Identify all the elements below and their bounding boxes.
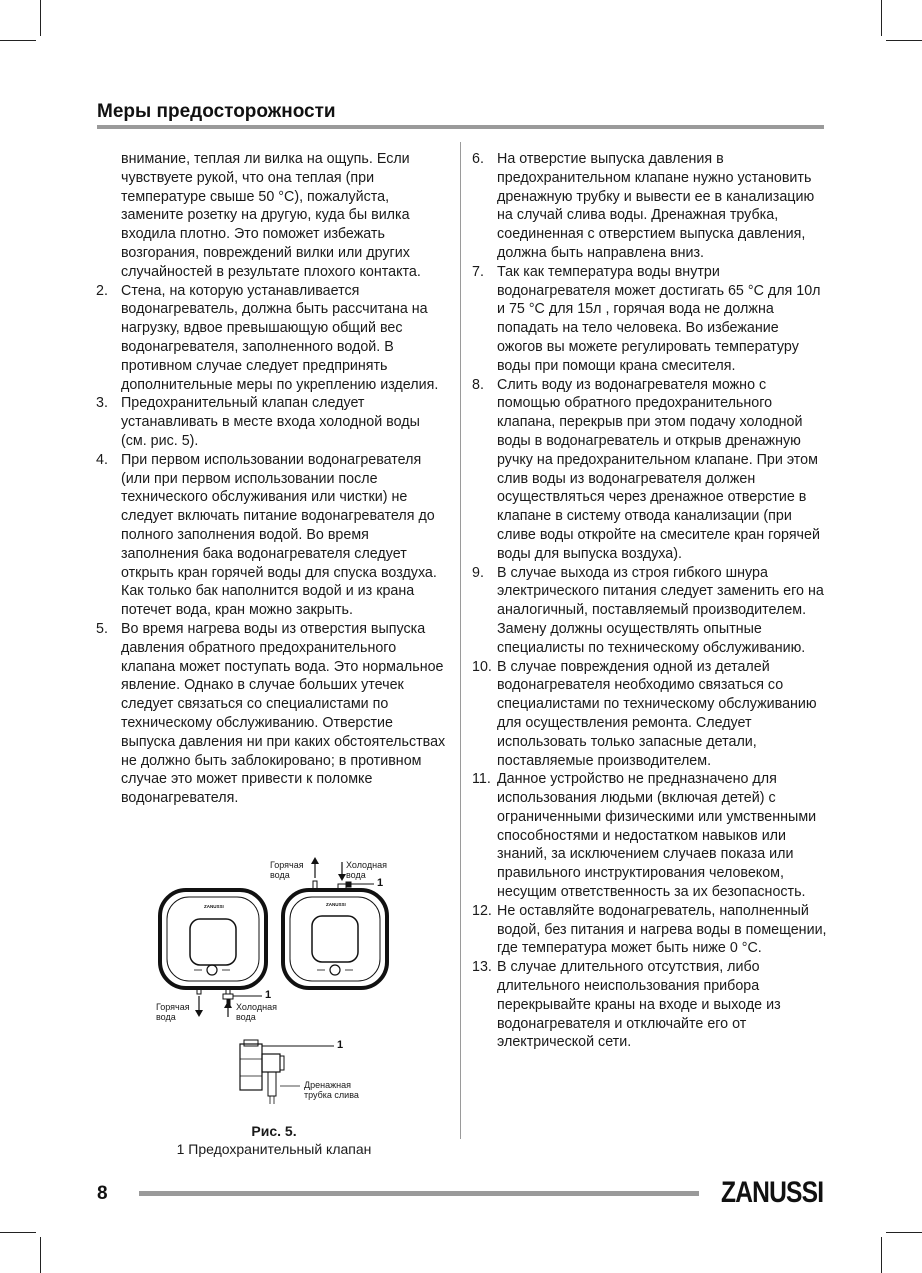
left-column xyxy=(96,150,448,808)
label-cold-water-bottom: Холодная вода xyxy=(236,1002,277,1022)
crop-mark xyxy=(881,0,882,36)
list-item xyxy=(472,902,827,958)
item-number: 9. xyxy=(472,564,484,581)
list-item xyxy=(96,620,448,808)
item-text: В случае повреждения одной из деталей водонагревателя необходимо связаться со специалистами по техническому обслуживанию для осуществления ремонта. Следует использовать только запасные детали, поставляемые производителем. xyxy=(497,658,817,769)
heater-brand-right: ZANUSSI xyxy=(326,902,346,907)
heater-over-sink xyxy=(283,881,387,988)
item-number: 4. xyxy=(96,451,108,468)
figure-caption-title: Рис. 5. xyxy=(251,1123,297,1139)
right-column xyxy=(472,150,827,1052)
list-item xyxy=(96,394,448,450)
list-item xyxy=(472,770,827,902)
item-number: 10. xyxy=(472,658,492,675)
item-number: 7. xyxy=(472,263,484,280)
page-number: 8 xyxy=(97,1183,108,1204)
item-text: При первом использовании водонагревателя (или при первом использовании после технического обслуживания или чистки) не следует включать питание водонагревателя до полного заполнения водой. Во время заполнения бака водонагревателя следует открыть кран горячей воды для спуска воздуха. Как только бак наполнится водой и из крана потечет вода, кран можно закрыть. xyxy=(121,451,437,619)
crop-mark xyxy=(0,40,36,41)
list-item xyxy=(472,150,827,263)
figure-drawing xyxy=(150,854,398,1114)
list-item xyxy=(472,263,827,376)
label-hot-water-bottom: Горячая вода xyxy=(156,1002,190,1022)
crop-mark xyxy=(40,1237,41,1273)
list-item xyxy=(472,958,827,1052)
list-item xyxy=(96,282,448,395)
column-divider xyxy=(460,142,461,1139)
item-number: 11. xyxy=(472,771,491,788)
crop-mark xyxy=(886,1232,922,1233)
item-text: В случае длительного отсутствия, либо длительного неиспользования прибора перекрывайте краны на входе и выходе из водонагревателя и отключайте его от электрической сети. xyxy=(497,959,781,1051)
heater-brand-left: ZANUSSI xyxy=(204,904,224,909)
item-number: 5. xyxy=(96,620,108,637)
list-item xyxy=(472,376,827,564)
item-number: 2. xyxy=(96,282,108,299)
list-item xyxy=(96,150,448,282)
figure-caption-legend: 1 Предохранительный клапан xyxy=(176,1141,372,1157)
list-item xyxy=(472,564,827,658)
figure-5 xyxy=(150,854,398,1114)
item-text: Стена, на которую устанавливается водонагреватель, должна быть рассчитана на нагрузку, вдвое превышающую общий вес водонагревателя, заполненного водой. В противном случае следует предпринять дополнительные меры по укреплению изделия. xyxy=(121,282,439,393)
title-rule xyxy=(97,125,824,129)
footer-rule xyxy=(139,1191,699,1196)
item-text: Предохранительный клапан следует устанавливать в месте входа холодной воды (см. рис. 5). xyxy=(121,395,420,449)
item-text: Не оставляйте водонагреватель, наполненный водой, без питания и нагрева воды в помещении, где температура может быть ниже 0 °C. xyxy=(497,902,827,957)
item-text: В случае выхода из строя гибкого шнура электрического питания следует заменить его на аналогичный, поставляемый производителем. Замену должны осуществлять опытные специалисты по техническому обслуживанию. xyxy=(497,564,824,656)
label-hot-water-top: Горячая вода xyxy=(270,860,304,880)
item-text: На отверстие выпуска давления в предохранительном клапане нужно установить дренажную трубку и вывести ее в канализацию на случай слива воды. Дренажная трубка, соединенная с отверстием выпуска давления, должна быть направлена вниз. xyxy=(497,151,815,261)
crop-mark xyxy=(881,1237,882,1273)
label-cold-water-top: Холодная вода xyxy=(346,860,387,880)
brand-logo: ZANUSSI xyxy=(721,1176,824,1209)
item-text: Данное устройство не предназначено для использования людьми (включая детей) с ограниченными физическими или умственными способностями и недостатком навыков или знаний, за исключением случаев показа или правильного инструктирования человеком, несущим ответственность за их безопасность. xyxy=(497,771,817,901)
item-text: Во время нагрева воды из отверстия выпуска давления обратного предохранительного клапана может поступать вода. Это нормальное явление. Однако в случае больших утечек следует связаться со специалистами по техническому обслуживанию. Отверстие выпуска давления ни при каких обстоятельствах не должно быть заблокировано; в противном случае это может привести к поломке водонагревателя. xyxy=(121,620,446,807)
list-item xyxy=(472,658,827,771)
item-number: 6. xyxy=(472,151,484,167)
item-text: внимание, теплая ли вилка на ощупь. Если чувствуете рукой, что она теплая (при температуре свыше 50 °C), пожалуйста, замените розетку на другую, куда бы вилка входила плотно. Это поможет избежать возгорания, повреждений вилки или других случайностей в результате плохого контакта. xyxy=(121,151,421,280)
item-number: 12. xyxy=(472,902,492,919)
item-number: 8. xyxy=(472,376,484,393)
item-text: Слить воду из водонагревателя можно с помощью обратного предохранительного клапана, перекрыв при этом подачу холодной воды в водонагреватель и открыв дренажную ручку на предохранительном клапане. При этом слив воды из водонагревателя должен осуществляться через дренажное отверстие в клапане в систему отвода канализации (при сливе воды откройте на смесителе кран горячей воды для выпуска воздуха). xyxy=(497,376,820,562)
callout-1-top: 1 xyxy=(377,877,384,889)
crop-mark xyxy=(0,1232,36,1233)
label-drain-tube: Дренажная трубка слива xyxy=(304,1080,359,1100)
callout-1-bottom: 1 xyxy=(265,989,272,1001)
item-number: 13. xyxy=(472,959,492,976)
list-item xyxy=(96,451,448,620)
callout-1-valve: 1 xyxy=(337,1039,344,1051)
crop-mark xyxy=(40,0,41,36)
crop-mark xyxy=(886,40,922,41)
item-text: Так как температура воды внутри водонагревателя может достигать 65 °C для 10л и 75 °C для 15л , горячая вода не должна попадать на тело человека. Во избежание ожогов вы можете регулировать температуру воды при помощи крана смесителя. xyxy=(497,263,821,374)
item-number: 3. xyxy=(96,395,108,412)
page-title: Меры предосторожности xyxy=(97,101,336,122)
